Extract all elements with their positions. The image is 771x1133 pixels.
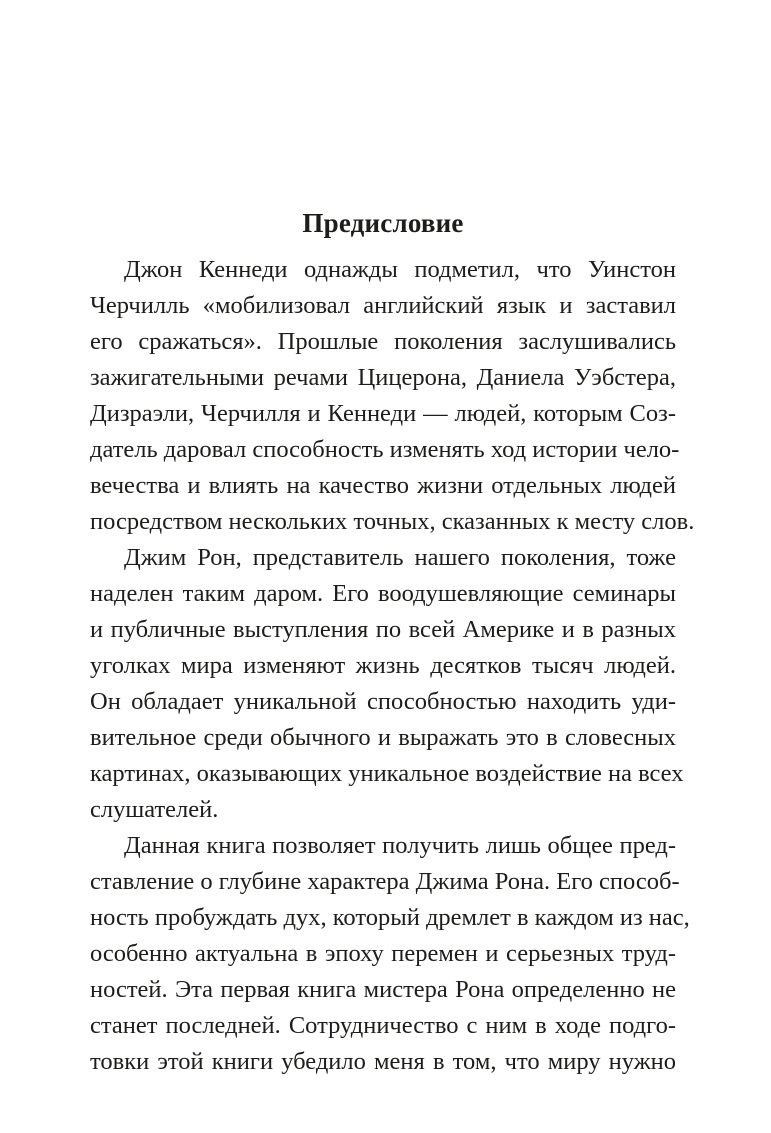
chapter-title: Предисловие: [302, 208, 464, 238]
paragraph-3-line-2: ставление о глубине характера Джима Рона. Его способ-: [90, 868, 680, 895]
paragraph-2-line-6: вительное среди обычного и выражать это в словесных: [90, 724, 676, 751]
paragraph-2-line-3: и публичные выступления по всей Америке и в разных: [90, 616, 676, 643]
paragraph-2-line-1: Джим Рон, представитель нашего поколения, тоже: [124, 544, 676, 571]
paragraph-2-line-5: Он обладает уникальной способностью находить уди-: [90, 688, 676, 715]
paragraph-3-line-3: ность пробуждать дух, который дремлет в каждом из нас,: [90, 904, 690, 931]
paragraph-3-line-5: ностей. Эта первая книга мистера Рона определенно не: [90, 976, 676, 1003]
paragraph-1-line-8: посредством нескольких точных, сказанных к месту слов.: [90, 508, 695, 535]
paragraph-2-line-8: слушателей.: [90, 796, 219, 823]
paragraph-1-line-6: датель даровал способность изменять ход истории чело-: [90, 436, 680, 463]
paragraph-2-line-2: наделен таким даром. Его воодушевляющие семинары: [90, 580, 676, 607]
paragraph-1-line-2: Черчилль «мобилизовал английский язык и заставил: [90, 292, 676, 319]
paragraph-1-line-1: Джон Кеннеди однажды подметил, что Уинстон: [124, 256, 676, 283]
paragraph-3-line-6: станет последней. Сотрудничество с ним в ходе подго-: [90, 1012, 676, 1039]
paragraph-1-line-7: вечества и влиять на качество жизни отдельных людей: [90, 472, 676, 499]
paragraph-1-line-4: зажигательными речами Цицерона, Даниела Уэбстера,: [90, 364, 676, 391]
paragraph-3-line-7: товки этой книги убедило меня в том, что миру нужно: [90, 1048, 676, 1075]
paragraph-3-line-1: Данная книга позволяет получить лишь общее пред-: [124, 832, 676, 859]
paragraph-3-line-4: особенно актуальна в эпоху перемен и серьезных труд-: [90, 940, 676, 967]
paragraph-2-line-4: уголках мира изменяют жизнь десятков тысяч людей.: [90, 652, 676, 679]
paragraph-1-line-5: Дизраэли, Черчилля и Кеннеди — людей, которым Соз-: [90, 400, 676, 427]
book-page: [90, 0, 695, 1133]
paragraph-1-line-3: его сражаться». Прошлые поколения заслушивались: [90, 328, 676, 355]
paragraph-2-line-7: картинах, оказывающих уникальное воздействие на всех: [90, 760, 684, 787]
